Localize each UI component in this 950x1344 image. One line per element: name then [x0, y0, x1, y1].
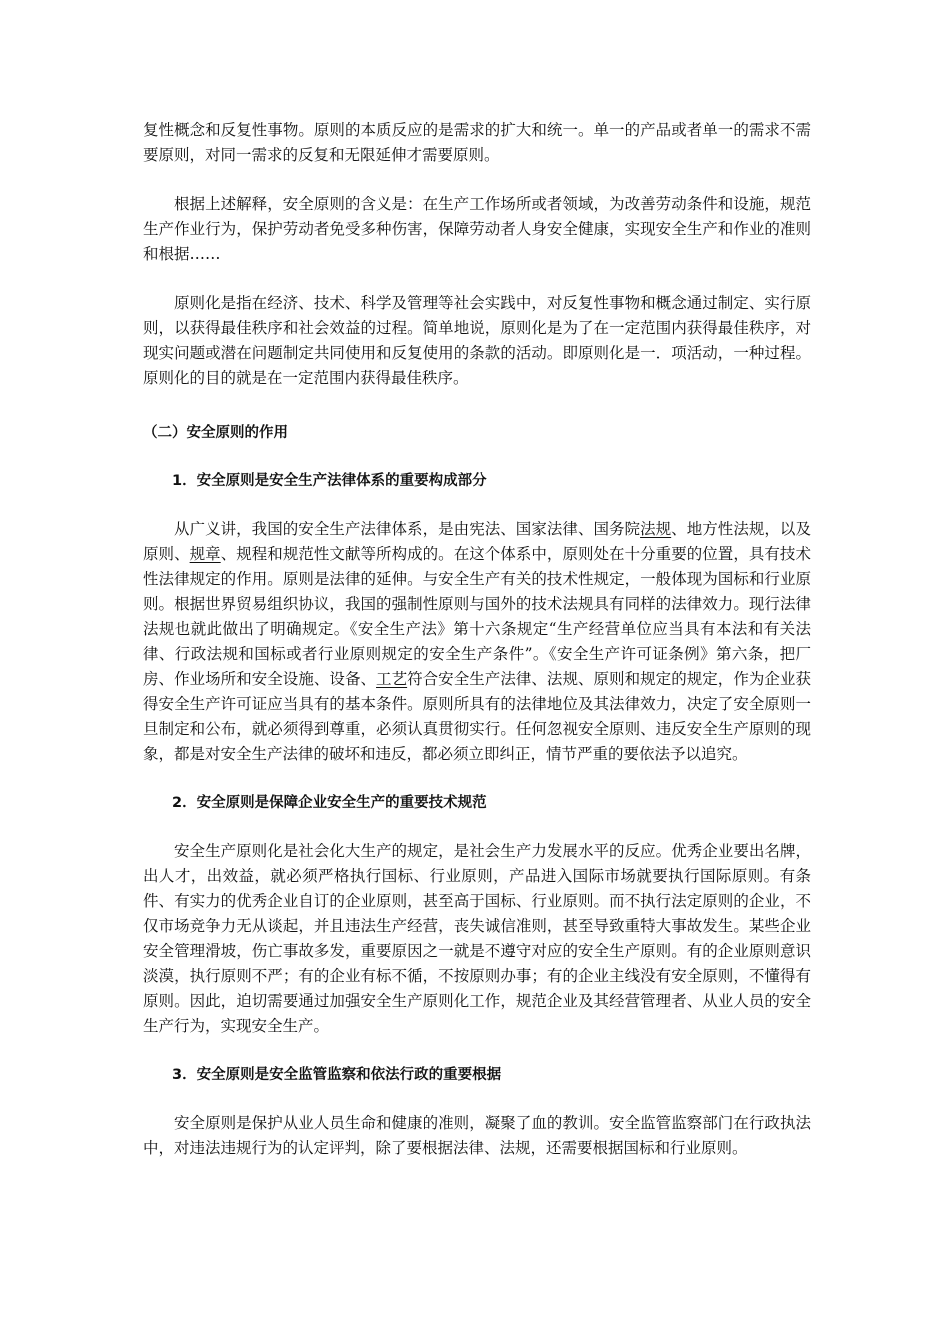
subsection-3-body: 安全原则是保护从业人员生命和健康的准则，凝聚了血的教训。安全监管监察部门在行政执法中，对违法违规行为的认定评判，除了要根据法律、法规，还需要根据国标和行业原则。 — [143, 1114, 811, 1157]
body-text: 符合安全生产法律、法规、原则和规定的规定，作为企业获得安全生产许可证应当具有的基本条件。原则所具有的法律地位及其法律效力，决定了安全原则一旦制定和公布，就必须得到尊重，必须认真贯彻实行。任何忽视安全原则、违反安全生产原则的现象，都是对安全生产法律的破坏和违反，都必须立即纠正，情节严重的要依法予以追究。 — [143, 670, 811, 763]
link-process[interactable]: 工艺 — [376, 670, 408, 688]
subsection-heading-1: 1．安全原则是安全生产法律体系的重要构成部分 — [172, 473, 487, 489]
body-text: 、规程和规范性文献等所构成的。在这个体系中，原则处在十分重要的位置，具有技术性法律规定的作用。原则是法律的延伸。与安全生产有关的技术性规定，一般体现为国标和行业原则。根据世界贸易组织协议，我国的强制性原则与国外的技术法规具有同样的法律效力。现行法律法规也就此做出了明确规定。《安全生产法》第十六条规定“生产经营单位应当具有本法和有关法律、行政法规和国标或者行业原则规定的安全生产条件”。《安全生产许可证条例》第六条，把厂房、作业场所和安全设施、设备、 — [143, 545, 811, 688]
body-text: 、地方性法规，以及原则、 — [143, 520, 811, 563]
link-regulations[interactable]: 法规 — [640, 520, 672, 538]
section-heading: （二）安全原则的作用 — [143, 425, 288, 441]
subsection-1-body — [143, 517, 811, 767]
link-rules[interactable]: 规章 — [189, 545, 221, 563]
intro-paragraph-2: 根据上述解释，安全原则的含义是：在生产工作场所或者领域，为改善劳动条件和设施，规范生产作业行为，保护劳动者免受多种伤害，保障劳动者人身安全健康，实现安全生产和作业的准则和根据…… — [143, 195, 811, 263]
intro-paragraph-1: 复性概念和反复性事物。原则的本质反应的是需求的扩大和统一。单一的产品或者单一的需求不需要原则，对同一需求的反复和无限延伸才需要原则。 — [143, 121, 811, 164]
intro-paragraph-3: 原则化是指在经济、技术、科学及管理等社会实践中，对反复性事物和概念通过制定、实行原则，以获得最佳秩序和社会效益的过程。简单地说，原则化是为了在一定范围内获得最佳秩序，对现实问题或潜在问题制定共同使用和反复使用的条款的活动。即原则化是一．项活动，一种过程。原则化的目的就是在一定范围内获得最佳秩序。 — [143, 294, 811, 387]
subsection-2-body: 安全生产原则化是社会化大生产的规定，是社会生产力发展水平的反应。优秀企业要出名牌，出人才，出效益，就必须严格执行国标、行业原则，产品进入国际市场就要执行国际原则。有条件、有实力的优秀企业自订的企业原则，甚至高于国标、行业原则。而不执行法定原则的企业，不仅市场竞争力无从谈起，并且违法生产经营，丧失诚信准则，甚至导致重特大事故发生。某些企业安全管理滑坡，伤亡事故多发，重要原因之一就是不遵守对应的安全生产原则。有的企业原则意识淡漠，执行原则不严；有的企业有标不循，不按原则办事；有的企业主线没有安全原则，不懂得有原则。因此，迫切需要通过加强安全生产原则化工作，规范企业及其经营管理者、从业人员的安全生产行为，实现安全生产。 — [143, 842, 811, 1035]
document-page — [143, 118, 811, 1185]
subsection-heading-3: 3．安全原则是安全监管监察和依法行政的重要根据 — [172, 1067, 502, 1083]
subsection-heading-2: 2．安全原则是保障企业安全生产的重要技术规范 — [172, 795, 487, 811]
body-text: 从广义讲，我国的安全生产法律体系，是由宪法、国家法律、国务院 — [174, 520, 641, 538]
